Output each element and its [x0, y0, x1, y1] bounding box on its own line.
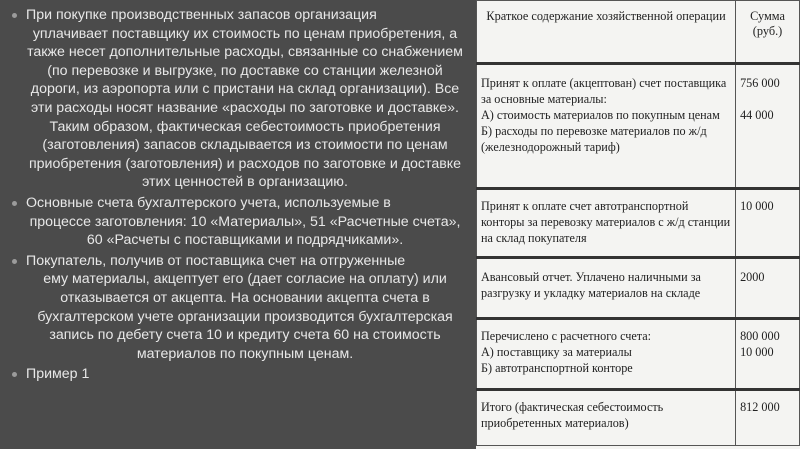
header-description: Краткое содержание хозяйственной операции	[477, 1, 736, 64]
bullet-1	[12, 6, 464, 192]
bullet-4-first-line: Пример 1	[26, 366, 90, 383]
row-4-amount: 800 000 10 000	[736, 319, 800, 390]
table-row	[477, 64, 800, 189]
bullet-1-text: уплачивает поставщику их стоимость по ценам приобретения, а также несет дополнительные расходы, связанные со снабжением (по перевозке и выгрузке, по доставке со станции железной дороги, из аэропорта или с пристани на склад организации). Все эти расходы носят название «расходы по заготовке и доставке». Таким образом, фактическая себестоимость приобретения (заготовления) запасов складывается из стоимости по ценам приобретения (заготовления) и расходов по заготовке и доставке этих ценностей в организацию.	[27, 25, 463, 191]
row-3-description: Авансовый отчет. Уплачено наличными за разгрузку и укладку материалов на складе	[477, 258, 736, 319]
operations-table-image	[476, 0, 800, 449]
header-amount: Сумма (руб.)	[736, 1, 800, 64]
row-5-description: Итого (фактическая себестоимость приобретенных материалов)	[477, 390, 736, 446]
table-row	[477, 319, 800, 390]
bullet-2	[12, 194, 464, 250]
row-1-amount: 756 000 44 000	[736, 64, 800, 189]
row-4-description: Перечислено с расчетного счета: А) поставщику за материалы Б) автотранспортной конторе	[477, 319, 736, 390]
table-row	[477, 258, 800, 319]
bullet-2-text: процессе заготовления: 10 «Материалы», 51 «Расчетные счета», 60 «Расчеты с поставщиками и подрядчиками».	[29, 213, 461, 249]
table-header-row	[477, 1, 800, 64]
bullet-1-first-line: При покупке производственных запасов организация	[26, 7, 377, 23]
bullet-dot-icon	[12, 259, 17, 264]
bullet-2-first-line: Основные счета бухгалтерского учета, используемые в	[26, 194, 391, 211]
table-row	[477, 189, 800, 258]
bullet-dot-icon	[12, 372, 17, 377]
operations-table	[476, 0, 800, 446]
row-1-description: Принят к оплате (акцептован) счет поставщика за основные материалы: А) стоимость материалов по покупным ценам Б) расходы по перевозке материалов по ж/д (железнодорожный тариф)	[477, 64, 736, 189]
row-2-amount: 10 000	[736, 189, 800, 258]
bullet-4	[12, 365, 464, 384]
row-2-description: Принят к оплате счет автотранспортной конторы за перевозку материалов с ж/д станции на склад покупателя	[477, 189, 736, 258]
bullet-dot-icon	[12, 13, 17, 18]
bullet-dot-icon	[12, 201, 17, 206]
text-panel	[12, 6, 464, 446]
row-3-amount: 2000	[736, 258, 800, 319]
table-row	[477, 390, 800, 446]
bullet-3	[12, 252, 464, 364]
bullet-3-text: ему материалы, акцептует его (дает согласие на оплату) или отказывается от акцепта. На основании акцепта счета в бухгалтерском учете организации производится бухгалтерская запись по дебету счета 10 и кредиту счета 60 на стоимость материалов по покупным ценам.	[37, 271, 453, 362]
bullet-3-first-line: Покупатель, получив от поставщика счет на отгруженные	[26, 252, 406, 269]
row-5-amount: 812 000	[736, 390, 800, 446]
